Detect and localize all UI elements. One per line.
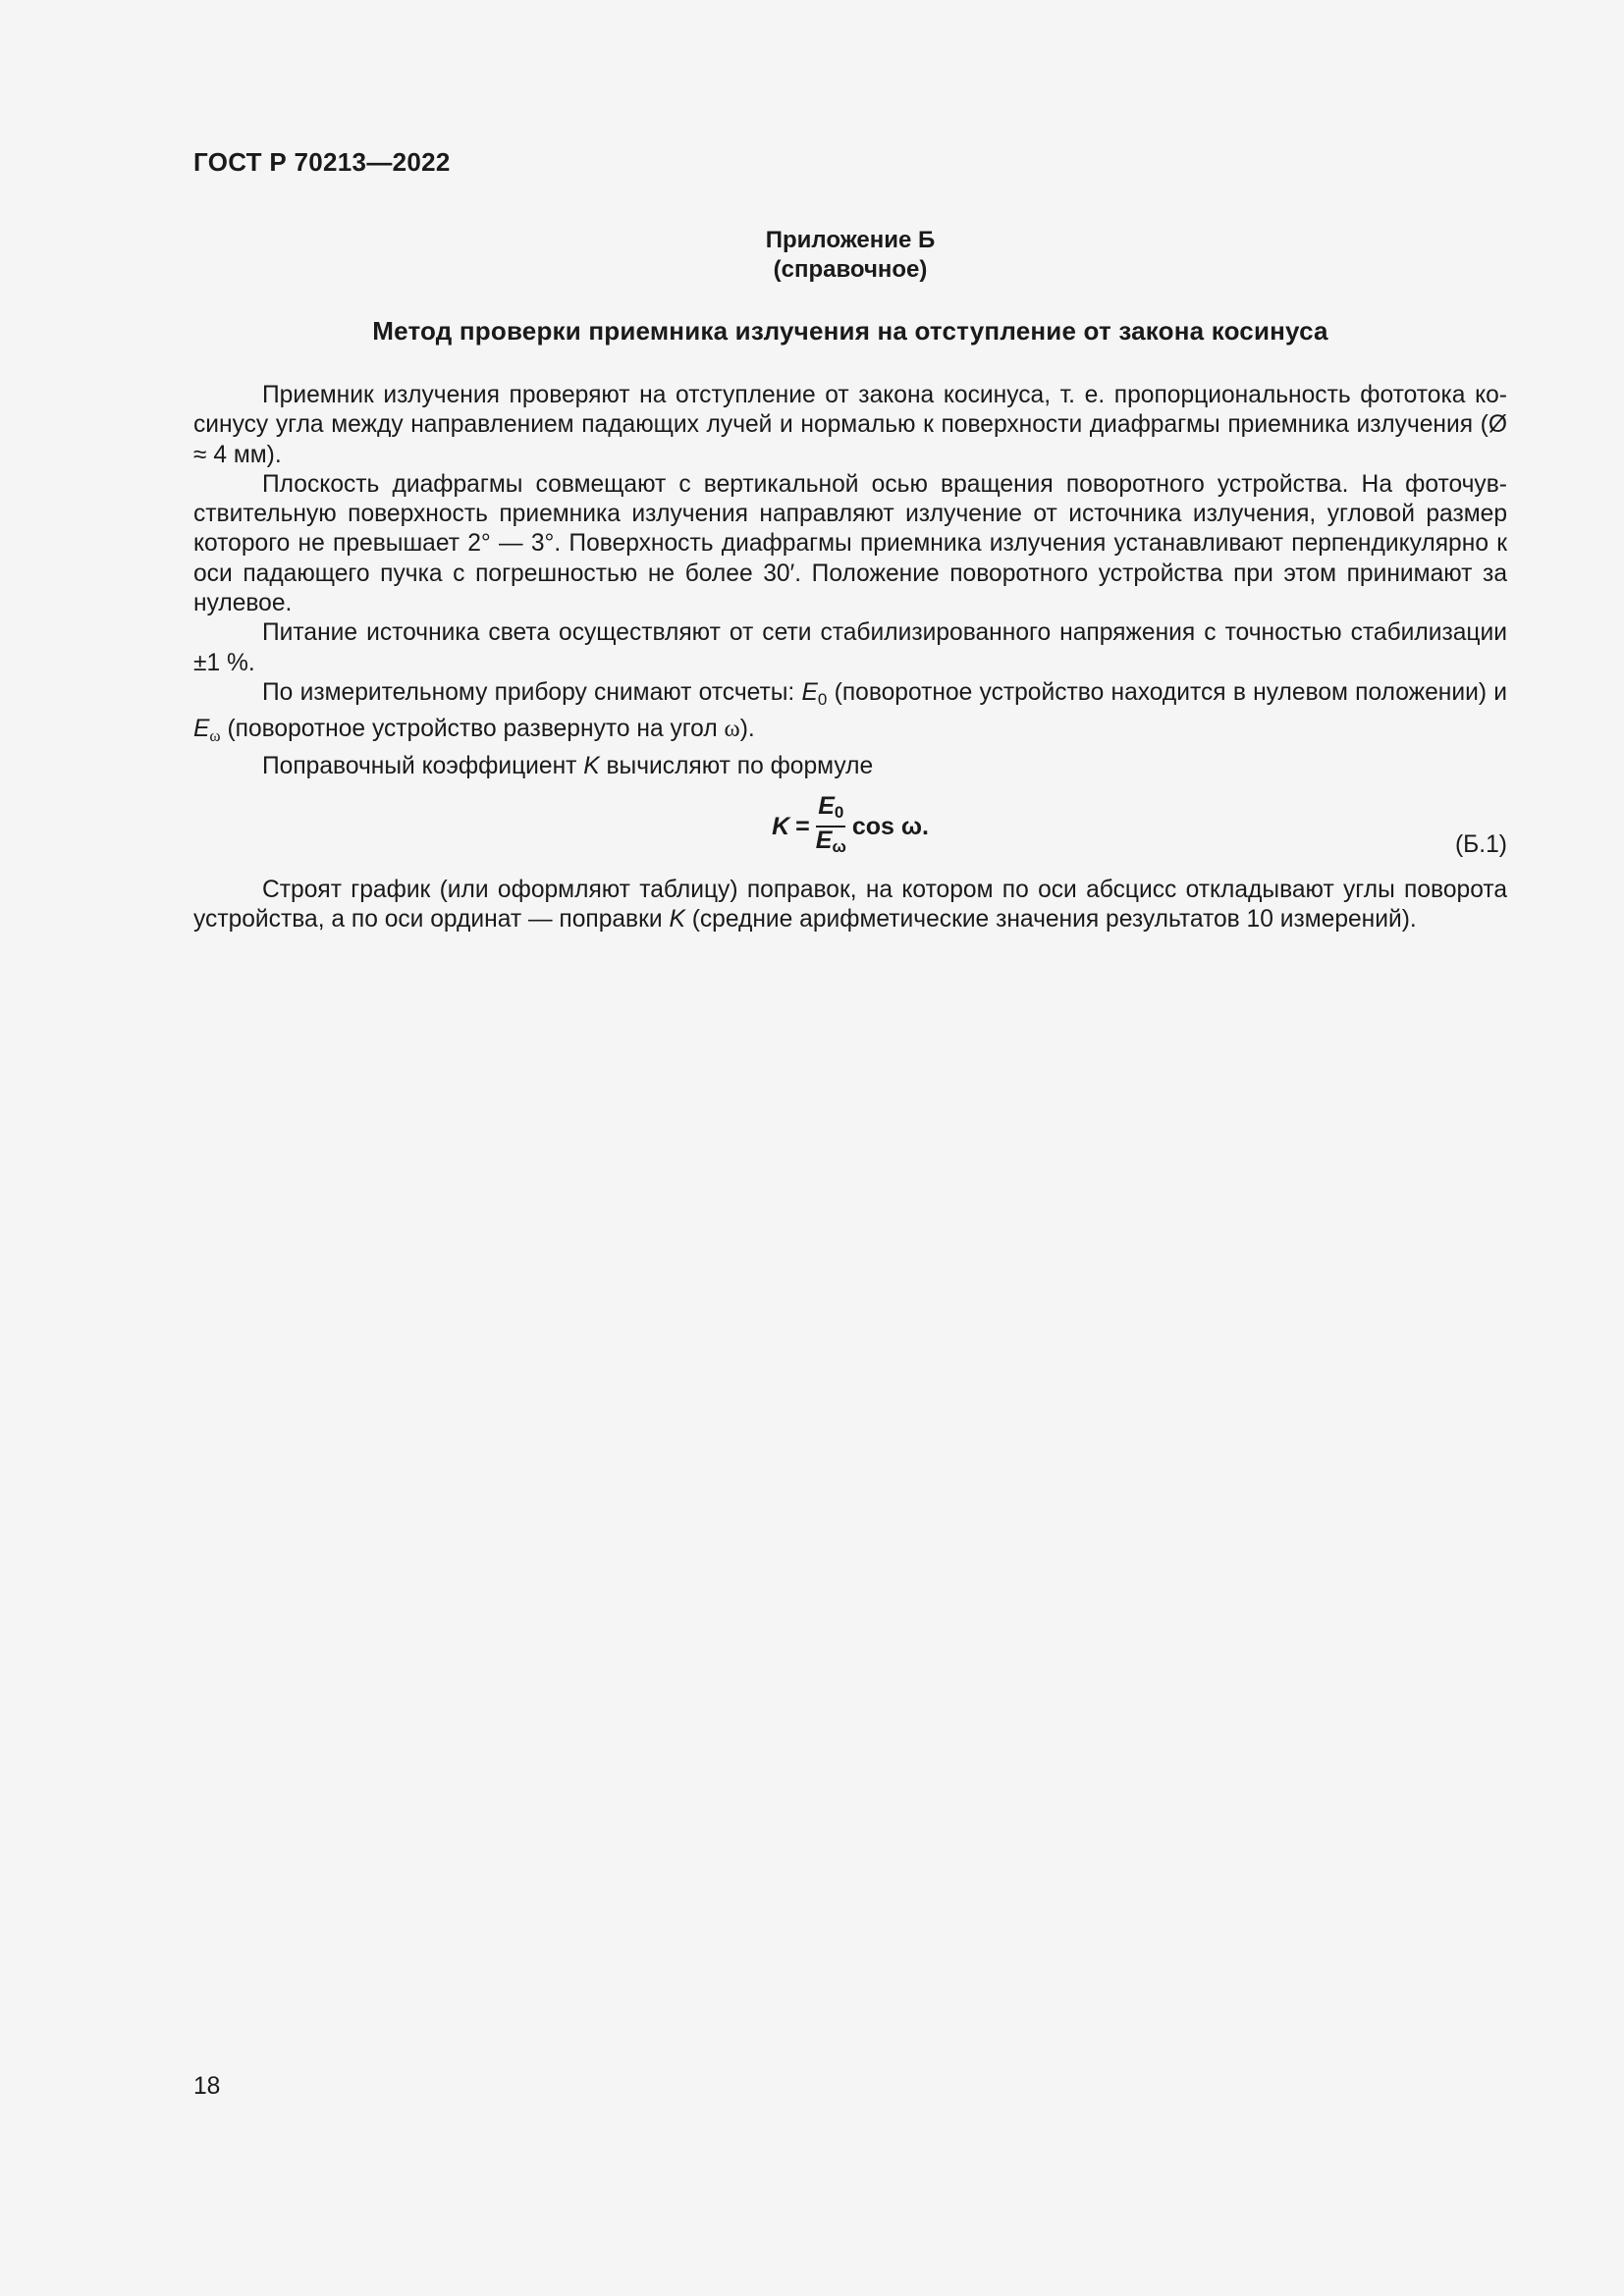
formula <box>193 793 1507 860</box>
equation-number: (Б.1) <box>1454 830 1507 858</box>
paragraph-graph: Строят график (или оформляют таблицу) поправок, на котором по оси абсцисс откладывают углы поворота устройства, а по оси ординат — поправки K (средние арифметические значения результатов 10 измерений). <box>193 876 1507 934</box>
appendix-heading <box>193 226 1507 285</box>
formula-equals: = <box>795 812 810 840</box>
formula-block <box>193 781 1507 876</box>
paragraph-power-supply: Питание источника света осуществляют от сети стабилизированного напряжения с точностью стабилизации ±1 %. <box>193 619 1507 676</box>
paragraph-diaphragm-setup: Плоскость диафрагмы совмещают с вертикальной осью вращения поворотного устройства. На фоточувствительную поверхность приемника излучения направляют излучение от источника излучения, угловой размер которого не превышает 2° — 3°. Поверхность диафрагмы приемника излучения устанавливают перпендикулярно к оси падающего пучка с погрешностью не более 30′. Положение поворотного устройства при этом принимают за нулевое. <box>193 470 1507 617</box>
standard-header: ГОСТ Р 70213—2022 <box>193 147 451 177</box>
fraction-numerator: $E_0$ <box>816 793 845 828</box>
body-text <box>193 381 1507 934</box>
section-title: Метод проверки приемника излучения на отступление от закона косинуса <box>372 316 1328 346</box>
page-number: 18 <box>193 2073 221 2100</box>
paragraph-correction-factor: Поправочный коэффициент K вычисляют по формуле <box>262 752 874 779</box>
appendix-title: Приложение Б <box>765 227 936 253</box>
paragraph-readings: По измерительному прибору снимают отсчеты: $E_0$ (поворотное устройство находится в нулевом положении) и $E_\omega$ (поворотное устройство развернуто на угол ω). <box>193 678 1507 746</box>
fraction-denominator: $E_\omega$ <box>815 826 846 856</box>
formula-tail: cos ω. <box>851 812 929 840</box>
formula-lhs: K <box>772 812 790 840</box>
appendix-type: (справочное) <box>773 256 928 283</box>
paragraph-cosine-check: Приемник излучения проверяют на отступление от закона косинуса, т. е. пропорциональность фототока косинусу угла между направлением падающих лучей и нормалью к поверхности диафрагмы приемника излучения (Ø ≈ 4 мм). <box>193 382 1507 468</box>
formula-fraction <box>816 793 846 860</box>
